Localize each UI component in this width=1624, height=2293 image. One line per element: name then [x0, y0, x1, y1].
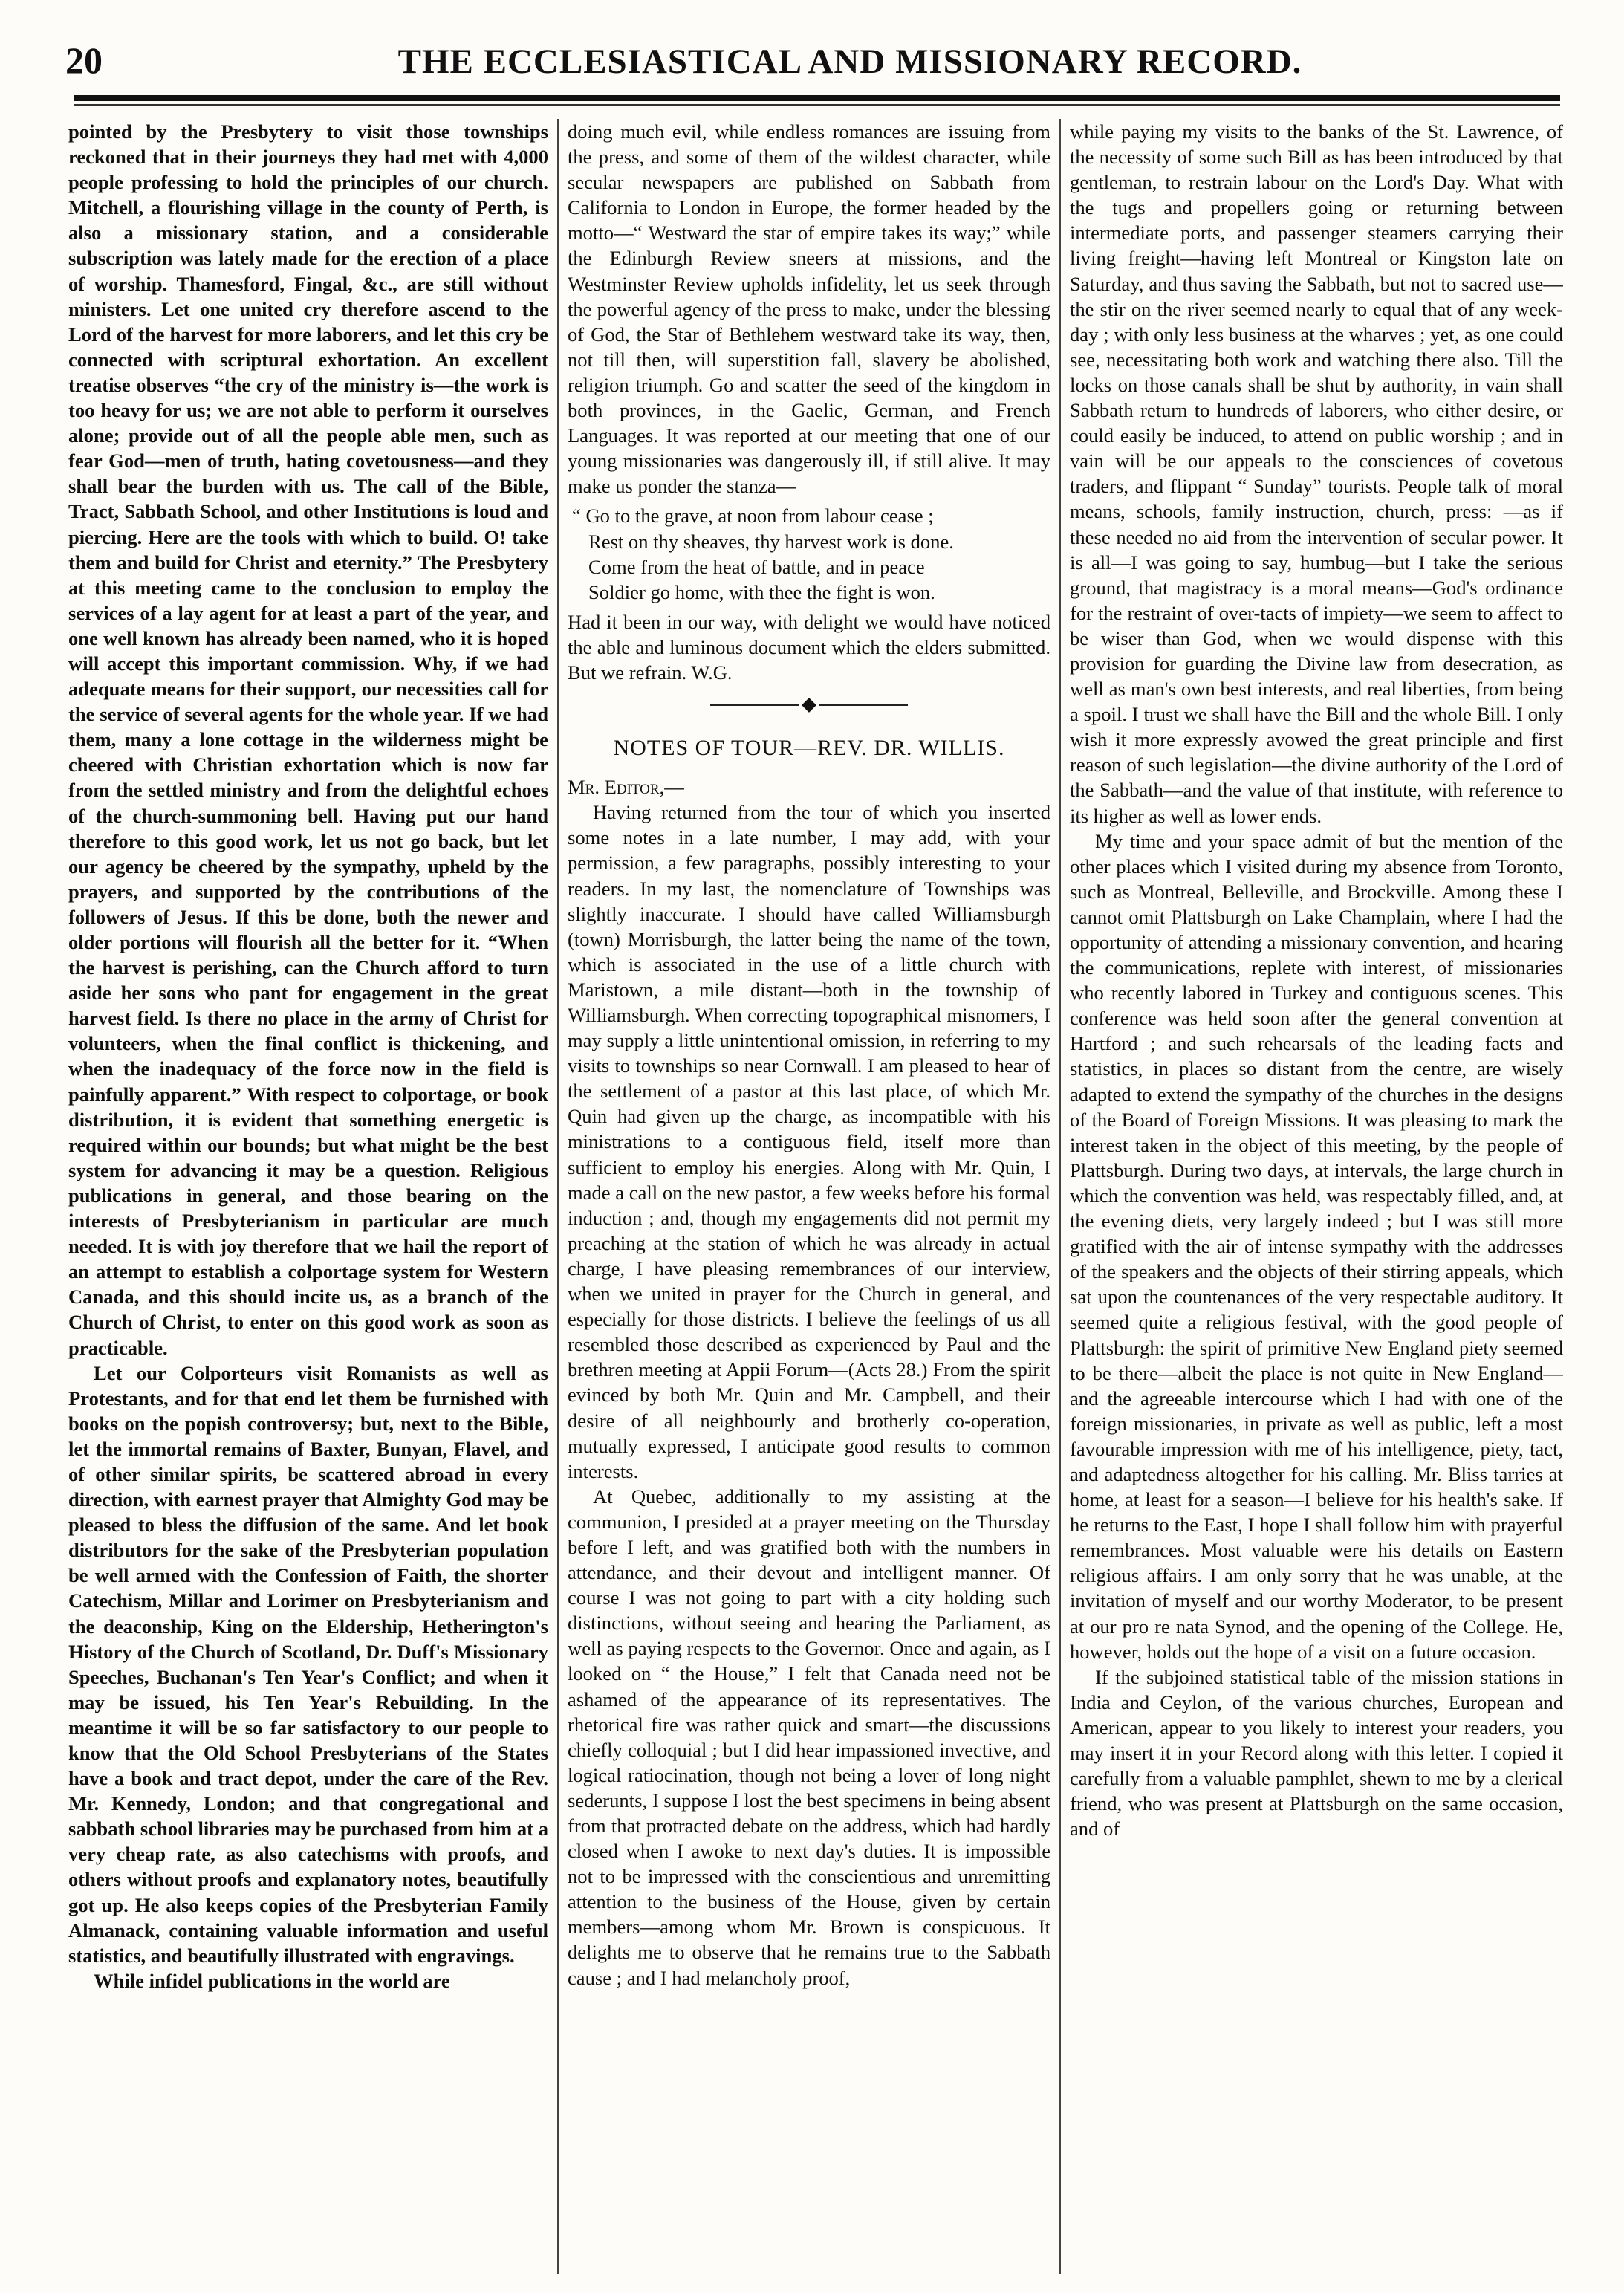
paragraph: If the subjoined statistical table of the mission stations in India and Ceylon, of the various churches, European and American, appear to you likely to interest your readers, you may insert it in your Record along with this letter. I copied it carefully from a valuable pamphlet, shewn to me by a clerical friend, who was present at Plattsburgh on the same occasion, and of: [1070, 1665, 1563, 1840]
header-rule-thin: [74, 104, 1560, 106]
column-divider: [557, 119, 559, 2274]
paragraph: Had it been in our way, with delight we would have noticed the able and luminous document which the elders submitted. But we refrain. W.G.: [568, 610, 1050, 684]
column-1: [68, 119, 548, 2274]
column-3: [1070, 119, 1563, 2274]
paragraph: pointed by the Presbytery to visit those townships reckoned that in their journeys they had met with 4,000 people professing to hold the principles of our church. Mitchell, a flourishing village in the county of Perth, is also a missionary station, and a considerable subscription was lately made for the erection of a place of worship. Thamesford, Fingal, &c., are still without ministers. Let one united cry therefore ascend to the Lord of the harvest for more laborers, and let this cry be connected with scriptural exhortation. An excellent treatise observes “the cry of the ministry is—the work is too heavy for us; we are not able to perform it ourselves alone; provide out of all the people able men, such as fear God—men of truth, hating covetousness—and they shall bear the burden with us. The call of the Bible, Tract, Sabbath School, and other Institutions is loud and piercing. Here are the tools with which to build. O! take them and build for Christ and eternity.” The Presbytery at this meeting came to the conclusion to employ the services of a lay agent for at least a part of the year, and one well known has already been named, who it is hoped will accept this important commission. Why, if we had adequate means for their support, our necessities call for the service of several agents for the whole year. If we had them, many a lone cottage in the wilderness might be cheered with Christian exhortation which is now far from the settled ministry and from the delightful echoes of the church-summoning bell. Having put our hand therefore to this good work, let us not go back, but let our agency be cheered by the sympathy, upheld by the prayers, and supported by the contributions of the followers of Jesus. If this be done, both the newer and older portions will flourish all the better for it. “When the harvest is perishing, can the Church afford to turn aside her sons who pant for engagement in the great harvest field. Is there no place in the army of Christ for volunteers, when the final conflict is thickening, and when the inadequacy of the force now in the field is painfully apparent.” With respect to colportage, or book distribution, it is evident that something energetic is required within our bounds; but what might be the best system for advancing it may be a question. Religious publications in general, and those bearing on the interests of Presbyterianism in particular are much needed. It is with joy therefore that we hail the report of an attempt to establish a colportage system for Western Canada, and this should incite us, as a branch of the Church of Christ, to enter on this good work as soon as practicable.: [68, 120, 548, 1359]
page-number: 20: [65, 39, 103, 81]
header-rule: [74, 95, 1560, 101]
paragraph: doing much evil, while endless romances are issuing from the press, and some of them of the wildest character, while secular newspapers are published on Sabbath from California to London in Europe, the former headed by the motto—“ Westward the star of empire takes its way;” while the Edinburgh Review sneers at missions, and the Westminster Review upholds infidelity, let us seek through the powerful agency of the press to make, under the blessing of God, the Star of Bethlehem westward take its way, then, not till then, will superstition fall, slavery be abolished, religion triumph. Go and scatter the seed of the kingdom in both provinces, in the Gaelic, German, and French Languages. It was reported at our meeting that one of our young missionaries was dangerously ill, if still alive. It may make us ponder the stanza—: [568, 120, 1050, 498]
publication-title: THE ECCLESIASTICAL AND MISSIONARY RECORD.: [397, 42, 1302, 81]
salutation: Mr. Editor,—: [568, 776, 684, 799]
section-ornament: [568, 685, 1050, 725]
paragraph: While infidel publications in the world are: [94, 1969, 450, 1992]
poem-stanza: [568, 503, 1050, 604]
poem-line: Come from the heat of battle, and in peace: [588, 555, 925, 578]
paragraph: Having returned from the tour of which you inserted some notes in a late number, I may add, with your permission, a few paragraphs, possibly interesting to your readers. In my last, the nomenclature of Townships was slightly inaccurate. I should have called Williamsburgh (town) Morrisburgh, the latter being the name of the town, which is associated in the use of a little church with Maristown, a mile distant—both in the township of Williamsburgh. When correcting topographical misnomers, I may supply a little unintentional omission, in referring to my visits to townships so near Cornwall. I am pleased to hear of the settlement of a pastor at this last place, of which Mr. Quin had given up the charge, as incompatible with his ministrations to a contiguous field, itself more than sufficient to employ his energies. Along with Mr. Quin, I made a call on the new pastor, a few weeks before his formal induction ; and, though my engagements did not permit my preaching at the station of which he was already in actual charge, I have pleasing remembrances of our interview, when we united in prayer for the Church in general, and especially for those districts. I believe the feelings of us all resembled those described as experienced by Paul and the brethren meeting at Appii Forum—(Acts 28.) From the spirit evinced by both Mr. Quin and Mr. Campbell, and their desire of all neighbourly and brotherly co-operation, mutually expressed, I anticipate good results to common interests.: [568, 801, 1050, 1482]
section-title: NOTES OF TOUR—REV. DR. WILLIS.: [613, 736, 1005, 761]
paragraph: while paying my visits to the banks of the St. Lawrence, of the necessity of some such Bill as has been introduced by that gentleman, to restrain labour on the Lord's Day. What with the tugs and propellers going or returning between intermediate ports, and passenger steamers carrying their living freight—having left Montreal or Kingston late on Saturday, and thus saving the Sabbath, but not to sacred use—the stir on the river seemed nearly to equal that of any week-day ; with only less business at the wharves ; yet, as one could see, necessitating both work and watching there also. Till the locks on those canals shall be shut by authority, in vain shall Sabbath return to hundreds of laborers, who either desire, or could easily be induced, to attend on public worship ; and in vain will be our appeals to the consciences of covetous traders, and flippant “ Sunday” tourists. People talk of moral means, schools, family instruction, church, press: —as if these needed no aid from the intervention of secular power. It is all—I was going to say, humbug—but I take the serious ground, that magistracy is a moral means—God's ordinance for the restraint of over-tacts of impiety—we seem to affect to be wiser than God, when we would dispense with this provision for guarding the Divine law from desecration, as well as man's own best interests, and real liberties, from being a spoil. I trust we shall have the Bill and the whole Bill. I only wish it more expressly avowed the great principle and first reason of such legislation—the divine authority of the Lord of the Sabbath—and the value of that institute, with reference to its higher as well as lower ends.: [1070, 120, 1563, 827]
paragraph: At Quebec, additionally to my assisting at the communion, I presided at a prayer meeting on the Thursday before I left, and was gratified both with the numbers in attendance, and their devout and intelligent manner. Of course I was not going to part with a city holding such distinctions, without seeing and hearing the Parliament, as well as paying respects to the Governor. Once and again, as I looked on “ the House,” I felt that Canada need not be ashamed of the appearance of its representatives. The rhetorical fire was rather quick and smart—the discussions chiefly colloquial ; but I did hear impassioned invective, and logical ratiocination, though not being a lover of long night sederunts, I suppose I lost the best specimens in being absent from that protracted debate on the address, which had hardly closed when I awoke to next day's duties. It is impossible not to be impressed with the conscientious and unremitting attention to the business of the House, given by certain members—among whom Mr. Brown is conspicuous. It delights me to observe that he remains true to the Sabbath cause ; and I had melancholy proof,: [568, 1485, 1050, 1989]
paragraph: My time and your space admit of but the mention of the other places which I visited during my absence from Toronto, such as Montreal, Belleville, and Brockville. Among these I cannot omit Plattsburgh on Lake Champlain, where I had the opportunity of attending a missionary convention, and hearing the communications, replete with interest, of missionaries who recently labored in Turkey and contiguous scenes. This conference was held soon after the general convention at Hartford ; and such rehearsals of the leading facts and statistics, in places so distant from the centre, are wisely adapted to extend the sympathy of the churches in the designs of the Board of Foreign Missions. It was pleasing to mark the interest taken in the object of this meeting, by the people of Plattsburgh. During two days, at intervals, the large church in which the convention was held, was respectably filled, and, at the evening diets, very largely indeed ; but I was still more gratified with the air of intense sympathy with the addresses of the speakers and the objects of their stirring appeals, which sat upon the countenances of the very respectable auditory. It seemed quite a religious festival, with the good people of Plattsburgh: the spirit of primitive New England piety seemed to be there—albeit the place is not quite in New England—and the agreeable intercourse which I had with one of the foreign missionaries, in private as well as public, left a most favourable impression with me of his intelligence, piety, tact, and adaptedness altogether for his calling. Mr. Bliss tarries at home, at least for a season—I believe for his health's sake. If he returns to the East, I hope I shall follow him with prayerful remembrances. Most valuable were his details on Eastern religious affairs. I am only sorry that he was unable, at the invitation of myself and our worthy Moderator, to be present at our pro re nata Synod, and the opening of the College. He, however, holds out the hope of a visit on a future occasion.: [1070, 829, 1563, 1663]
poem-line: “ Go to the grave, at noon from labour cease ;: [572, 505, 934, 528]
column-divider: [1059, 119, 1061, 2274]
column-2: [568, 119, 1050, 2274]
poem-line: Soldier go home, with thee the fight is won.: [588, 580, 935, 603]
poem-line: Rest on thy sheaves, thy harvest work is done.: [588, 530, 954, 553]
paragraph: Let our Colporteurs visit Romanists as well as Protestants, and for that end let them be furnished with books on the popish controversy; but, next to the Bible, let the immortal remains of Baxter, Bunyan, Flavel, and of other similar spirits, be scattered abroad in every direction, with earnest prayer that Almighty God may be pleased to bless the diffusion of the same. And let book distributors for the sake of the Presbyterian population be well armed with the Confession of Faith, the shorter Catechism, Millar and Lorimer on Presbyterianism and the deaconship, King on the Eldership, Hetherington's History of the Church of Scotland, Dr. Duff's Missionary Speeches, Buchanan's Ten Year's Conflict; and when it may be issued, his Ten Year's Rebuilding. In the meantime it will be so far satisfactory to our people to know that the Old School Presbyterians of the States have a book and tract depot, under the care of the Rev. Mr. Kennedy, London; and that congregational and sabbath school libraries may be purchased from him at a very cheap rate, as also catechisms with proofs, and others without proofs and explanatory notes, beautifully got up. He also keeps copies of the Presbyterian Family Almanack, containing valuable information and useful statistics, and beautifully illustrated with engravings.: [68, 1361, 548, 1967]
